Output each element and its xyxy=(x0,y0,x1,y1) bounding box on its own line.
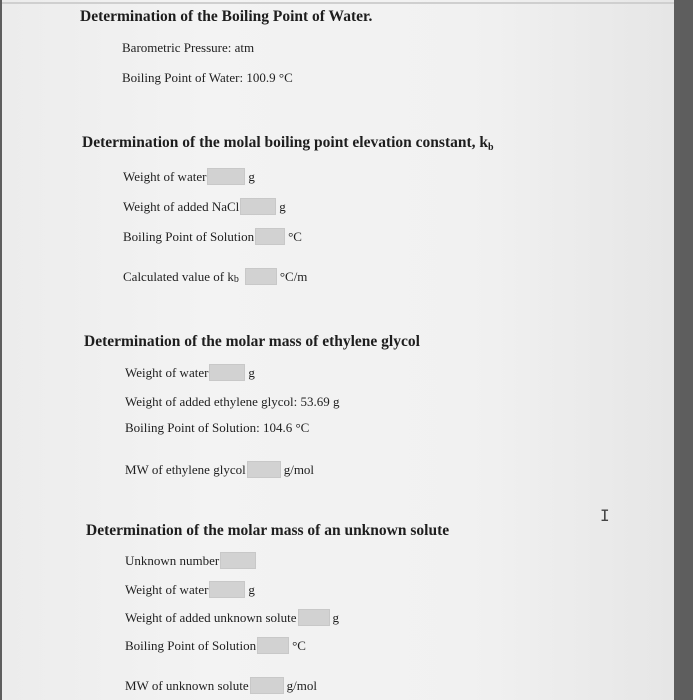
kb-water-row: Weight of water g xyxy=(123,168,255,184)
kb-calculated-row: Calculated value of k b °C/m xyxy=(123,268,308,285)
text-cursor-icon: I xyxy=(600,506,610,525)
eg-water-row: Weight of water g xyxy=(125,364,255,380)
kb-nacl-input[interactable] xyxy=(240,198,276,215)
kb-bp-row: Boiling Point of Solution °C xyxy=(123,228,302,244)
section-boiling-point-water-title: Determination of the Boiling Point of Water. xyxy=(80,8,373,25)
kb-water-input[interactable] xyxy=(207,168,245,185)
eg-weight: Weight of added ethylene glycol: 53.69 g xyxy=(125,394,340,409)
eg-mw-row: MW of ethylene glycol g/mol xyxy=(125,461,315,477)
worksheet-page xyxy=(2,0,674,700)
eg-water-input[interactable] xyxy=(209,364,245,381)
unknown-water-input[interactable] xyxy=(209,581,245,598)
barometric-pressure: Barometric Pressure: atm xyxy=(122,40,255,55)
unknown-solute-row: Weight of added unknown solute g xyxy=(125,609,340,625)
section-kb-title: Determination of the molal boiling point elevation constant, kb xyxy=(82,134,494,153)
unknown-solute-input[interactable] xyxy=(298,609,330,626)
eg-mw-input[interactable] xyxy=(247,461,281,478)
unknown-mw-row: MW of unknown solute g/mol xyxy=(125,677,317,693)
top-rule xyxy=(2,2,674,4)
kb-bp-input[interactable] xyxy=(255,228,285,245)
kb-calculated-input[interactable] xyxy=(245,268,277,285)
unknown-bp-row: Boiling Point of Solution °C xyxy=(125,637,306,653)
unknown-number-input[interactable] xyxy=(220,552,256,569)
unknown-mw-input[interactable] xyxy=(250,677,284,694)
unknown-water-row: Weight of water g xyxy=(125,581,255,597)
section-ethylene-glycol-title: Determination of the molar mass of ethylene glycol xyxy=(84,333,420,350)
unknown-number-row: Unknown number xyxy=(125,552,259,569)
boiling-point-water: Boiling Point of Water: 100.9 °C xyxy=(122,70,293,85)
section-unknown-solute-title: Determination of the molar mass of an unknown solute xyxy=(86,522,450,539)
unknown-bp-input[interactable] xyxy=(257,637,289,654)
eg-bp: Boiling Point of Solution: 104.6 °C xyxy=(125,420,310,435)
kb-nacl-row: Weight of added NaCl g xyxy=(123,198,286,214)
